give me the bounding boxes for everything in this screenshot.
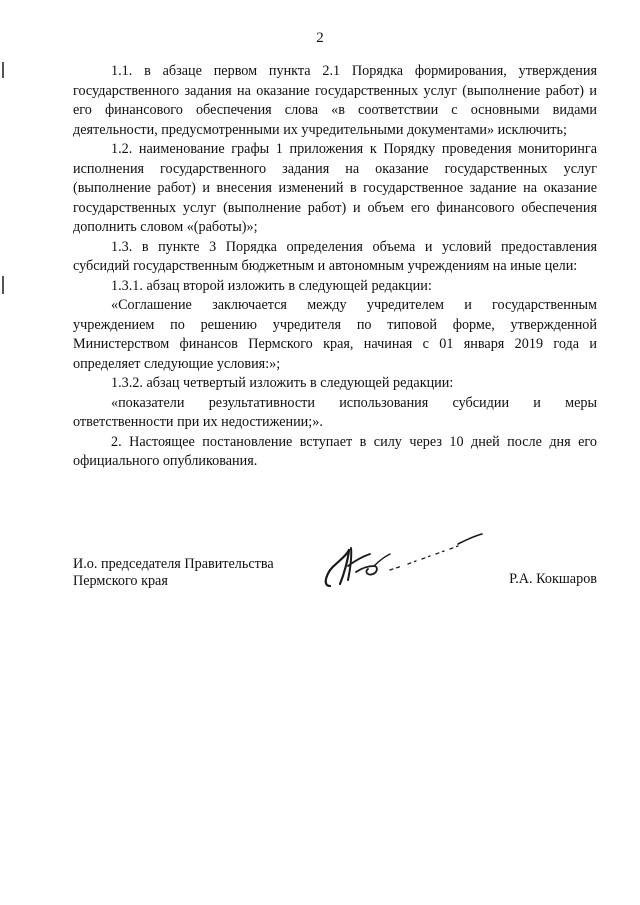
signer-name: Р.А. Кокшаров (509, 571, 597, 587)
handwritten-signature (318, 526, 488, 596)
paragraph-1-1: 1.1. в абзаце первом пункта 2.1 Порядка формирования, утверждения государственного задания на оказание государственных услуг (выполнение работ) и его финансового обеспечения слова «в соответствии с основными видами деятельности, предусмотренными их учредительными документами» исключить; (73, 63, 597, 138)
paragraph-quote-2: «показатели результативности использования субсидии и меры ответственности при их недостижении;». (73, 394, 597, 430)
paragraph-2: 2. Настоящее постановление вступает в силу через 10 дней после дня его официального опубликования. (73, 433, 597, 469)
paragraph-1-3-2: 1.3.2. абзац четвертый изложить в следующей редакции: (111, 375, 454, 391)
page-number: 2 (316, 30, 324, 46)
paragraph-quote-1: «Соглашение заключается между учредителем и государственным учреждением по решению учредителя по типовой форме, утвержденной Министерством финансов Пермского края, начиная с 01 января 2019 года и определяет следующие условия:»; (73, 297, 597, 372)
scan-edge-mark-middle (2, 276, 4, 294)
paragraph-1-2: 1.2. наименование графы 1 приложения к Порядку проведения мониторинга исполнения государственного задания на оказание государственных услуг (выполнение работ) и внесения изменений в государственное задание на оказание государственных услуг (выполнение работ) и объем его финансового обеспечения дополнить словом «(работы)»; (73, 141, 597, 235)
document-body (73, 62, 597, 472)
scan-edge-mark-top (2, 62, 4, 78)
signer-title: И.о. председателя Правительства Пермского края (73, 556, 274, 589)
paragraph-1-3: 1.3. в пункте 3 Порядка определения объема и условий предоставления субсидий государственным бюджетным и автономным учреждениям на иные цели: (73, 238, 597, 274)
paragraph-1-3-1: 1.3.1. абзац второй изложить в следующей редакции: (111, 277, 432, 294)
